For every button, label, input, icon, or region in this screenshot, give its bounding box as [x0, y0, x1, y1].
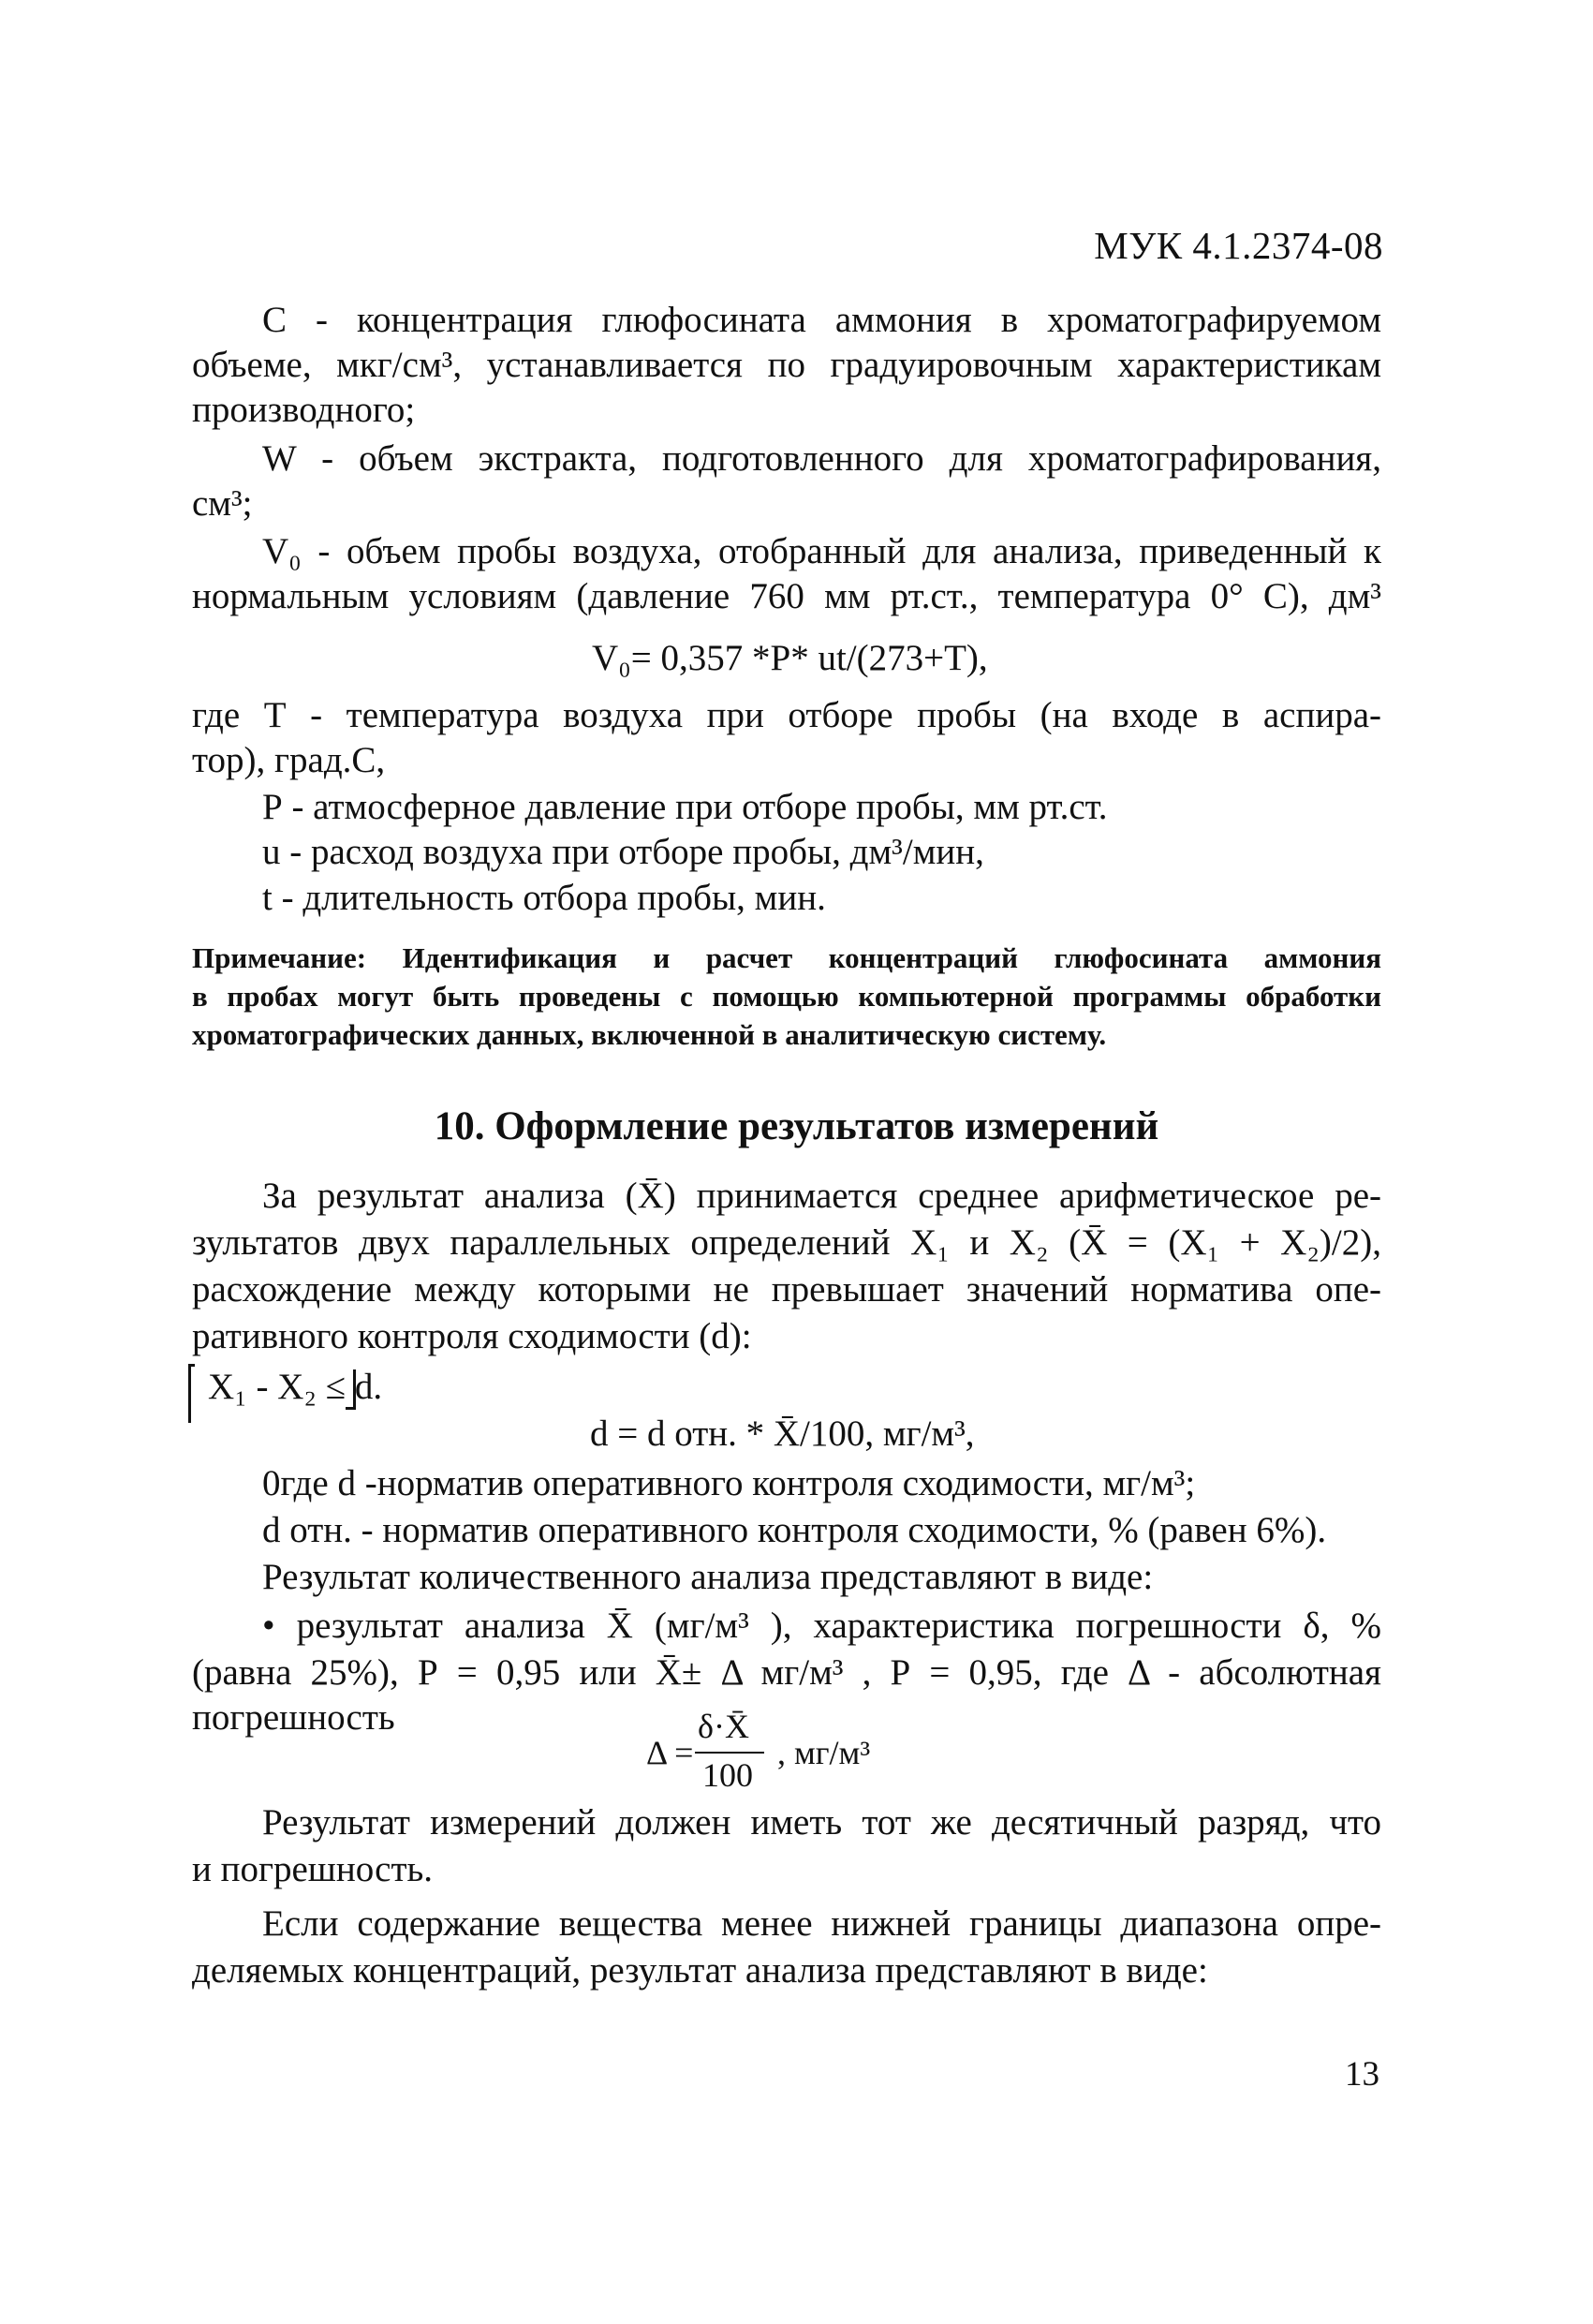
formula-v0: V₀= 0,357 *P* ut/(273+T), [592, 638, 988, 678]
abs-bracket-left [188, 1364, 195, 1423]
note-line-1: Примечание: Идентификация и расчет концентраций глюфосината аммония [192, 941, 1381, 974]
paragraph-v0-line-1: V₀ - объем пробы воздуха, отобранный для анализа, приведенный к [262, 531, 1381, 571]
page-number: 13 [1345, 2055, 1379, 2094]
variable-u: u - расход воздуха при отборе пробы, дм³/мин, [262, 832, 984, 872]
presentation-intro: Результат количественного анализа представляют в виде: [262, 1557, 1154, 1597]
paragraph-c-line-1: С - концентрация глюфосината аммония в хроматографируемом [262, 300, 1381, 340]
formula-delta-denominator: 100 [702, 1756, 753, 1794]
note-block [192, 939, 1381, 1054]
bullet-line-1: • результат анализа X̄ (мг/м³ ), характеристика погрешности δ, % [262, 1606, 1381, 1646]
result-line-1: За результат анализа (X̄) принимается среднее арифметическое ре- [262, 1176, 1381, 1216]
note-line-3: хроматографических данных, включенной в аналитическую систему. [192, 1018, 1107, 1051]
result-line-4: ративного контроля сходимости (d): [192, 1316, 752, 1356]
note-line-2: в пробах могут быть проведены с помощью компьютерной программы обработки [192, 980, 1381, 1013]
document-code: МУК 4.1.2374-08 [1094, 224, 1383, 267]
bullet-line-2: (равна 25%), Р = 0,95 или X̄± Δ мг/м³ , Р = 0,95, где Δ - абсолютная [192, 1652, 1381, 1693]
variable-t: t - длительность отбора пробы, мин. [262, 878, 826, 918]
d-definition: 0где d -норматив оперативного контроля сходимости, мг/м³; [262, 1463, 1196, 1503]
paragraph-c-line-3: производного; [192, 390, 416, 430]
decimal-line-1: Результат измерений должен иметь тот же десятичный разряд, что [262, 1802, 1381, 1843]
variable-p: Р - атмосферное давление при отборе пробы, мм рт.ст. [262, 787, 1108, 827]
bullet-line-3: погрешность [192, 1697, 395, 1738]
result-line-3: расхождение между которыми не превышает значений норматива опе- [192, 1269, 1381, 1310]
where-t-line-2: тор), град.С, [192, 740, 386, 780]
paragraph-c-line-2: объеме, мкг/см³, устанавливается по градуировочным характеристикам [192, 345, 1381, 385]
abs-difference: X₁ - X₂ ≤ d. [208, 1367, 383, 1407]
paragraph-w-line-1: W - объем экстракта, подготовленного для хроматографирования, [262, 438, 1381, 479]
decimal-line-2: и погрешность. [192, 1849, 434, 1889]
paragraph-w-line-2: см³; [192, 483, 253, 524]
d-relative-definition: d отн. - норматив оперативного контроля сходимости, % (равен 6%). [262, 1510, 1327, 1550]
result-line-2: зультатов двух параллельных определений X₁ и X₂ (X̄ = (X₁ + X₂)/2), [192, 1222, 1381, 1263]
section-title: 10. Оформление результатов измерений [434, 1104, 1159, 1148]
formula-delta-numerator: δ·X̄ [698, 1708, 749, 1745]
formula-delta-lhs: Δ = [646, 1734, 694, 1771]
paragraph-v0-line-2: нормальным условиям (давление 760 мм рт.ст., температура 0° С), дм³ [192, 576, 1381, 616]
formula-d: d = d отн. * X̄/100, мг/м³, [590, 1414, 975, 1454]
fraction-bar [695, 1752, 764, 1754]
where-t-line-1: где Т - температура воздуха при отборе пробы (на входе в аспира- [192, 695, 1381, 735]
lower-bound-line-1: Если содержание вещества менее нижней границы диапазона опре- [262, 1903, 1381, 1944]
lower-bound-line-2: деляемых концентраций, результат анализа представляют в виде: [192, 1950, 1208, 1991]
formula-delta-rhs: , мг/м³ [777, 1734, 871, 1771]
